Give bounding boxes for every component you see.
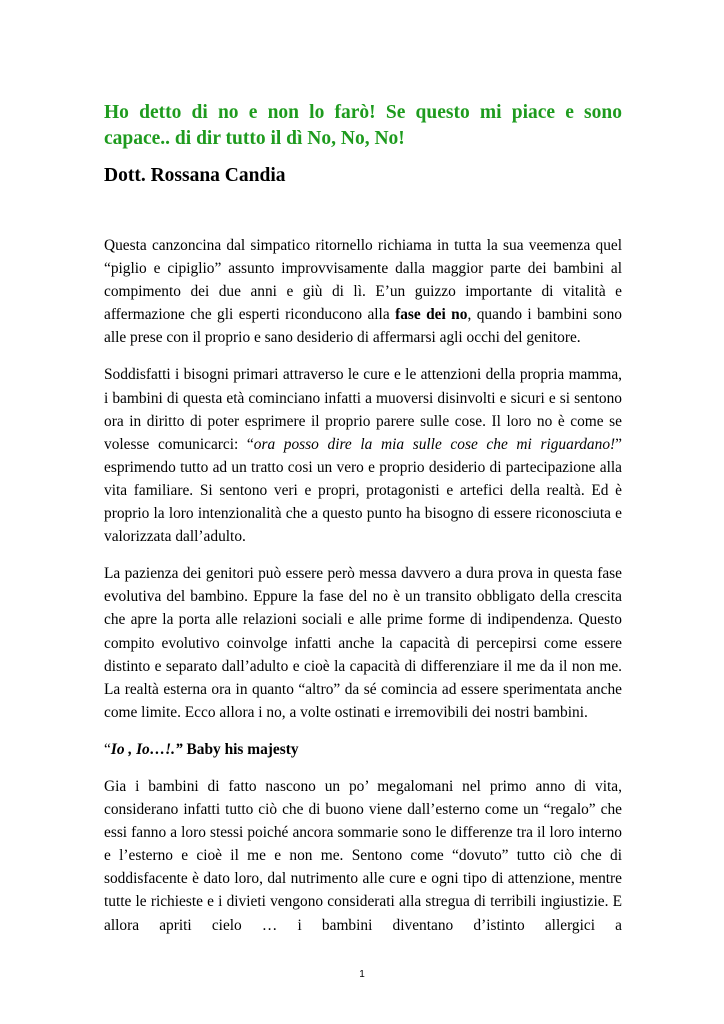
paragraph-2-text: Soddisfatti i bisogni primari attraverso le cure e le attenzioni della propria mamma, i bambini di questa età cominciano infatti a muoversi disinvolti e sicuri e si sentono ora in diritto di poter esprimere il proprio parere sulle cose. Il loro no è come se volesse comunicarci: “ (104, 366, 622, 453)
author-name: Dott. Rossana Candia (104, 165, 286, 186)
paragraph-4: Gia i bambini di fatto nascono un po’ megalomani nel primo anno di vita, considerano infatti tutto ciò che di buono viene dall’esterno come un “regalo” che essi fanno a loro stessi poiché ancora sommarie sono le differenze tra il loro interno e l’esterno e cioè il me e non me. Sentono come “dovuto” tutto ciò che di soddisfacente è dato loro, dal nutrimento alle cure e ogni tipo di attenzione, mentre tutte le richieste e i divieti vengono considerati alla stregua di terribili ingiustizie. E allora apriti cielo … i bambini diventano d’istinto allergici a (104, 777, 622, 934)
paragraph-2-quote: ora posso dire la mia sulle cose che mi riguardano! (253, 435, 616, 453)
page-number: 1 (359, 969, 365, 980)
document-body (104, 234, 622, 937)
document-title: Ho detto di no e non lo farò! Se questo mi piace e sono capace.. di dir tutto il dì No, No, No! (104, 102, 622, 149)
section-heading-italic: Io , Io…!.” (110, 740, 183, 758)
paragraph-1-bold: fase dei no (395, 306, 468, 324)
section-heading-quote-mark: “ (104, 740, 111, 758)
paragraph-2 (104, 363, 622, 548)
paragraph-1-end: , quando i bambini sono alle prese con il proprio e sano desiderio di affermarsi agli occhi del genitore. (104, 306, 622, 347)
paragraph-2-end: ” esprimendo tutto ad un tratto cosi un vero e proprio desiderio di partecipazione alla vita familiare. Si sentono veri e propri, protagonisti e artefici della realtà. Ed è proprio la loro intenzionalità che a questo punto ha bisogno di essere riconosciuta e valorizzata dall’adulto. (104, 435, 622, 546)
paragraph-1-text: Questa canzoncina dal simpatico ritornello richiama in tutta la sua veemenza quel “piglio e cipiglio” assunto improvvisamente dalla maggior parte dei bambini al compimento dei due anni e giù di lì. E’un guizzo importante di vitalità e affermazione che gli esperti riconducono alla (104, 237, 622, 324)
section-heading-text: Baby his majesty (182, 740, 299, 758)
paragraph-1 (104, 234, 622, 349)
paragraph-3: La pazienza dei genitori può essere però messa davvero a dura prova in questa fase evolutiva del bambino. Eppure la fase del no è un transito obbligato della crescita che apre la porta alle relazioni sociali e alle prime forme di indipendenza. Questo compito evolutivo coinvolge infatti anche la capacità di percepirsi come essere distinto e separato dall’adulto e cioè la capacità di differenziare il me da il non me. La realtà esterna ora in quanto “altro” da sé comincia ad essere sperimentata anche come limite. Ecco allora i no, a volte ostinati e irremovibili dei nostri bambini. (104, 565, 622, 721)
section-heading (104, 738, 622, 761)
